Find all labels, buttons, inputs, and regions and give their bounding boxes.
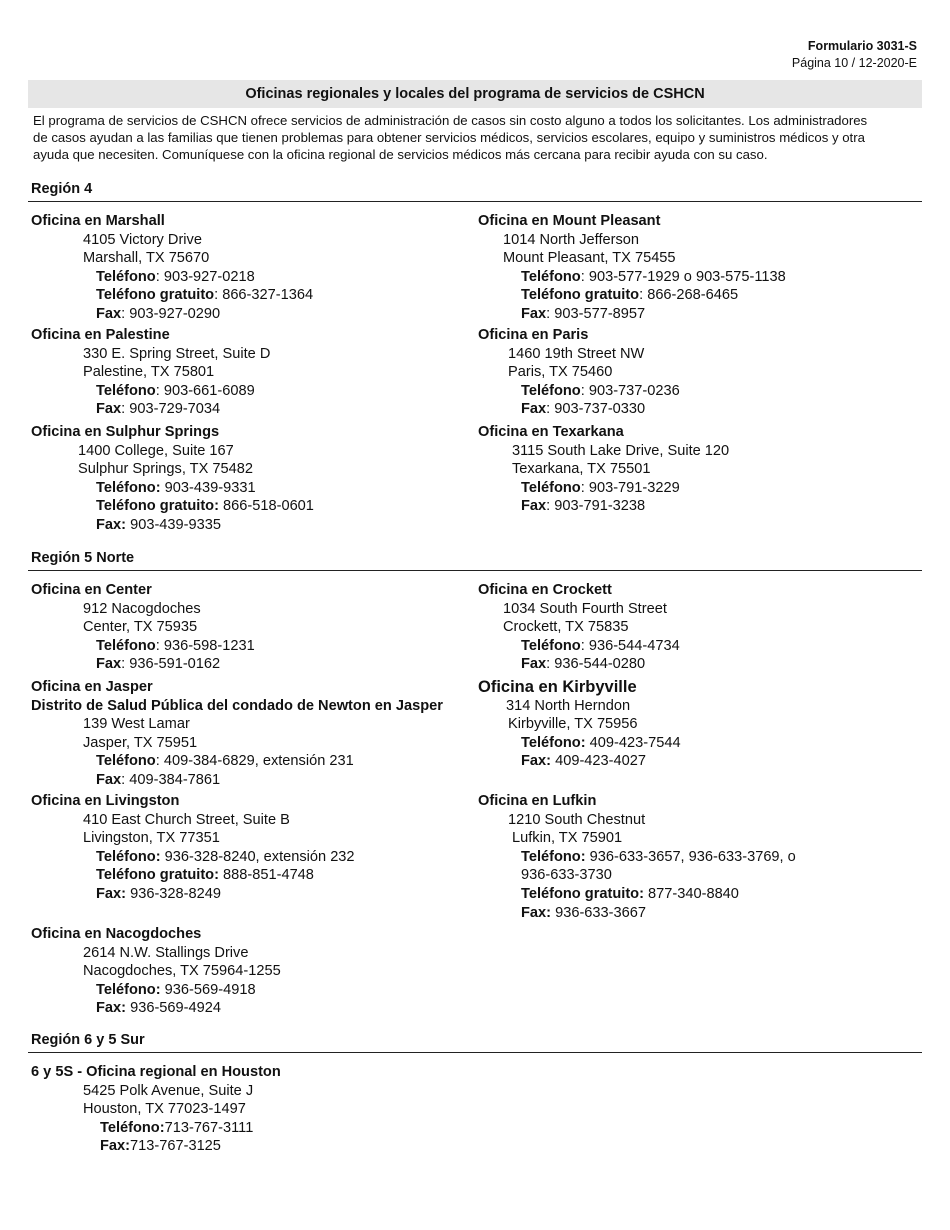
office-phone-cont: 936-633-3730 [521, 867, 612, 884]
office-marshall [31, 212, 313, 324]
office-address: 3115 South Lake Drive, Suite 120 [512, 442, 730, 459]
office-fax: Fax: 936-633-3667 [521, 904, 646, 921]
office-phone: Teléfono: 936-598-1231 [96, 637, 255, 654]
office-livingston [31, 792, 355, 904]
office-city: Palestine, TX 75801 [83, 364, 215, 381]
office-fax: Fax: 903-927-0290 [96, 305, 221, 322]
office-address: 314 North Herndon [506, 697, 631, 714]
office-city: Mount Pleasant, TX 75455 [503, 250, 676, 267]
office-phone: Teléfono: 409-423-7544 [521, 734, 681, 751]
office-houston [31, 1063, 281, 1156]
region-divider [28, 570, 922, 571]
office-texarkana [478, 423, 729, 516]
page-title: Oficinas regionales y locales del programa de servicios de CSHCN [28, 80, 922, 108]
office-city: Jasper, TX 75951 [83, 734, 198, 751]
office-address: 1210 South Chestnut [508, 811, 646, 828]
office-address: 1014 North Jefferson [503, 231, 640, 248]
intro-line: de casos ayudan a las familias que tienen problemas para obtener servicios médicos, servicios escolares, equipo y suministros médicos y otra [33, 130, 865, 145]
office-name: Oficina en Mount Pleasant [478, 213, 661, 229]
office-sulphur-springs [31, 423, 314, 535]
office-city: Livingston, TX 77351 [83, 830, 220, 847]
office-tollfree: Teléfono gratuito: 866-327-1364 [96, 287, 314, 304]
office-phone: Teléfono: 903-791-3229 [521, 479, 680, 496]
office-crockett [478, 581, 680, 674]
office-phone: Teléfono: 936-633-3657, 936-633-3769, o [521, 848, 796, 865]
office-address: 1034 South Fourth Street [503, 600, 667, 617]
office-fax: Fax: 409-423-4027 [521, 753, 646, 770]
office-city: Sulphur Springs, TX 75482 [78, 461, 253, 478]
office-city: Crockett, TX 75835 [503, 619, 629, 636]
office-tollfree: Teléfono gratuito: 888-851-4748 [96, 867, 314, 884]
office-name: Oficina en Kirbyville [478, 678, 637, 696]
office-fax: Fax: 903-577-8957 [521, 305, 646, 322]
page-info: Página 10 / 12-2020-E [791, 56, 917, 70]
office-address: 330 E. Spring Street, Suite D [83, 345, 271, 362]
office-name: Oficina en Texarkana [478, 424, 624, 440]
office-lufkin [478, 792, 796, 922]
office-address: 2614 N.W. Stallings Drive [83, 944, 249, 961]
office-tollfree: Teléfono gratuito: 866-268-6465 [521, 287, 739, 304]
office-name: Oficina en Marshall [31, 213, 165, 229]
office-fax: Fax: 936-569-4924 [96, 1000, 221, 1017]
office-address: 1460 19th Street NW [508, 345, 645, 362]
office-tollfree: Teléfono gratuito: 877-340-8840 [521, 885, 739, 902]
intro-line: El programa de servicios de CSHCN ofrece servicios de administración de casos sin costo alguno a todos los solicitantes. Los administradores [33, 113, 868, 128]
office-fax: Fax: 936-591-0162 [96, 656, 221, 673]
intro-paragraph [33, 112, 923, 163]
page-header [792, 38, 917, 72]
office-fax: Fax: 903-791-3238 [521, 498, 646, 515]
office-palestine [31, 326, 270, 419]
office-name: Oficina en Paris [478, 327, 589, 343]
office-fax: Fax: 903-439-9335 [96, 516, 221, 533]
intro-line: ayuda que necesiten. Comuníquese con la oficina regional de servicios médicos más cercana para recibir ayuda con su caso. [33, 147, 768, 162]
office-address: 1400 College, Suite 167 [78, 442, 234, 459]
office-center [31, 581, 255, 674]
office-phone: Teléfono: 903-577-1929 o 903-575-1138 [521, 268, 786, 285]
office-fax: Fax: 936-544-0280 [521, 656, 646, 673]
office-paris [478, 326, 680, 419]
office-jasper [31, 678, 443, 790]
office-kirbyville [478, 678, 681, 771]
office-phone: Teléfono:713-767-3111 [100, 1119, 254, 1136]
office-name: Oficina en Jasper [31, 679, 153, 695]
office-city: Nacogdoches, TX 75964-1255 [83, 963, 281, 980]
office-city: Texarkana, TX 75501 [512, 461, 651, 478]
office-fax: Fax: 409-384-7861 [96, 771, 221, 788]
office-name: Oficina en Sulphur Springs [31, 424, 220, 440]
office-address: 139 West Lamar [83, 716, 190, 733]
region-divider [28, 1052, 922, 1053]
office-city: Marshall, TX 75670 [83, 250, 210, 267]
office-city: Paris, TX 75460 [508, 364, 613, 381]
office-phone: Teléfono: 903-927-0218 [96, 268, 255, 285]
office-city: Kirbyville, TX 75956 [508, 716, 638, 733]
office-name: Oficina en Palestine [31, 327, 170, 343]
region-divider [28, 201, 922, 202]
office-name: Oficina en Crockett [478, 582, 612, 598]
region-title: Región 4 [31, 181, 93, 197]
office-fax: Fax: 936-328-8249 [96, 885, 221, 902]
office-name: Oficina en Nacogdoches [31, 926, 202, 942]
office-name: 6 y 5S - Oficina regional en Houston [31, 1064, 281, 1080]
office-city: Lufkin, TX 75901 [512, 830, 623, 847]
office-name: Oficina en Center [31, 582, 152, 598]
office-city: Houston, TX 77023-1497 [83, 1101, 246, 1118]
office-name: Oficina en Lufkin [478, 793, 597, 809]
office-address: 5425 Polk Avenue, Suite J [83, 1082, 254, 1099]
office-fax: Fax: 903-737-0330 [521, 401, 646, 418]
office-city: Center, TX 75935 [83, 619, 198, 636]
office-fax: Fax:713-767-3125 [100, 1138, 221, 1155]
office-address: 912 Nacogdoches [83, 600, 201, 617]
office-address: 410 East Church Street, Suite B [83, 811, 290, 828]
office-phone: Teléfono: 903-439-9331 [96, 479, 256, 496]
office-phone: Teléfono: 936-569-4918 [96, 981, 256, 998]
office-address: 4105 Victory Drive [83, 231, 202, 248]
office-name: Oficina en Livingston [31, 793, 180, 809]
office-tollfree: Teléfono gratuito: 866-518-0601 [96, 498, 314, 515]
form-number: Formulario 3031-S [807, 39, 917, 53]
region-title: Región 6 y 5 Sur [31, 1032, 145, 1048]
office-phone: Teléfono: 409-384-6829, extensión 231 [96, 753, 354, 770]
office-nacogdoches [31, 925, 281, 1018]
office-phone: Teléfono: 936-328-8240, extensión 232 [96, 848, 355, 865]
office-subname: Distrito de Salud Pública del condado de Newton en Jasper [31, 697, 443, 714]
office-phone: Teléfono: 903-661-6089 [96, 382, 255, 399]
region-title: Región 5 Norte [31, 550, 135, 566]
office-phone: Teléfono: 903-737-0236 [521, 382, 680, 399]
office-phone: Teléfono: 936-544-4734 [521, 637, 680, 654]
office-mount-pleasant [478, 212, 786, 324]
office-fax: Fax: 903-729-7034 [96, 401, 221, 418]
